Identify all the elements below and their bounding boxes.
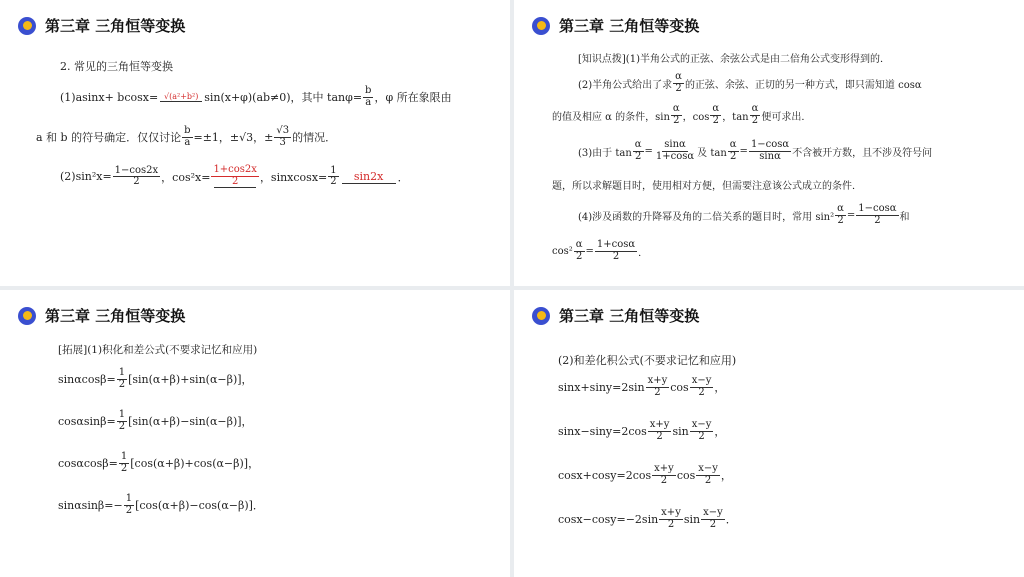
text: sin: [672, 424, 689, 438]
numerator: 1−cos2x: [114, 164, 159, 176]
answer-blank: √(a²+b²): [160, 92, 202, 102]
numerator: 1−cosα: [750, 139, 790, 150]
p2-line-2: [578, 72, 922, 94]
fraction: [696, 464, 720, 486]
numerator: x+y: [647, 375, 668, 386]
text: cos: [676, 468, 696, 482]
numerator: 1: [125, 493, 133, 504]
text: ，sinxcosx=: [259, 170, 328, 184]
text: (2)半角公式给出了求: [578, 79, 673, 91]
denominator: 2: [575, 250, 583, 262]
text: ．: [397, 170, 409, 184]
numerator: x−y: [691, 375, 712, 386]
text: a 和 b 的符号确定．仅仅讨论: [36, 131, 182, 144]
fraction: [673, 72, 684, 94]
fraction: [113, 166, 161, 188]
fraction: [728, 140, 739, 162]
denominator: a: [184, 136, 191, 148]
panel-top-right: [514, 0, 1024, 286]
numerator: 1+cos2x: [213, 164, 257, 175]
text: [sin(α+β)+sin(α−β)]，: [128, 373, 253, 386]
numerator: α: [675, 71, 682, 82]
denominator: 1+cosα: [655, 150, 695, 162]
denominator: 2: [837, 214, 844, 226]
bullet-circle-icon: [532, 307, 550, 325]
fraction: [633, 140, 644, 162]
p2-line-3: [552, 104, 811, 126]
text: sinαsinβ=−: [58, 498, 123, 512]
numerator: x−y: [691, 419, 712, 430]
numerator: α: [751, 103, 759, 114]
denominator: 2: [133, 176, 140, 187]
fraction: [648, 420, 672, 442]
denominator: 2: [667, 518, 675, 530]
panel-bottom-right: [514, 290, 1024, 577]
p3-heading: [拓展](1)积化和差公式(不要求记忆和应用): [58, 344, 258, 356]
denominator: 2: [729, 150, 737, 162]
fraction: [363, 86, 373, 108]
p3-formula-3: [58, 452, 259, 474]
fraction: [595, 240, 637, 262]
fraction: [701, 508, 725, 530]
numerator: x+y: [654, 463, 674, 474]
p4-formula-2: [558, 420, 725, 442]
denominator: 2: [120, 462, 128, 474]
text: =: [585, 245, 594, 257]
p2-line-1: [知识点拨](1)半角公式的正弦、余弦公式是由二倍角公式变形得到的．: [578, 54, 890, 65]
numerator: b: [184, 125, 191, 136]
fraction: [652, 464, 676, 486]
chapter-title: 第三章 三角恒等变换: [45, 17, 186, 35]
denominator: 2: [214, 177, 256, 189]
text: 的值及相应 α 的条件，sin: [552, 111, 670, 123]
fraction: [710, 104, 721, 126]
p1-formula-2: [36, 126, 336, 148]
denominator: 2: [330, 176, 337, 187]
text: sinx−siny=2cos: [558, 424, 647, 438]
text: =±1，±√3，±: [193, 131, 274, 144]
bullet-circle-icon: [532, 17, 550, 35]
fraction: [654, 140, 696, 162]
text: ，: [714, 381, 726, 394]
chapter-header: [18, 305, 185, 326]
answer-fraction: [211, 165, 259, 188]
numerator: α: [712, 103, 720, 114]
numerator: b: [365, 85, 372, 96]
numerator: α: [729, 139, 737, 150]
numerator: 1: [120, 451, 128, 462]
denominator: 2: [675, 82, 682, 94]
p4-formula-3: [558, 464, 732, 486]
text: cosαcosβ=: [58, 456, 118, 470]
panel-bottom-left: [0, 290, 510, 577]
text: ，cos: [682, 111, 710, 123]
p2-line-6: [578, 204, 910, 226]
denominator: 2: [874, 214, 881, 226]
denominator: 2: [612, 250, 620, 262]
p3-formula-2: [58, 410, 253, 432]
fraction: [117, 368, 127, 390]
numerator: x−y: [698, 463, 718, 474]
numerator: 1: [118, 367, 126, 378]
chapter-title: 第三章 三角恒等变换: [559, 307, 700, 325]
fraction: [690, 420, 714, 442]
denominator: 2: [709, 518, 717, 530]
p3-formula-1: [58, 368, 253, 390]
fraction: [117, 410, 127, 432]
denominator: 2: [654, 386, 661, 398]
text: 的正弦、余弦、正切的另一种方式，即只需知道 cosα: [684, 79, 922, 91]
text: sin(x+φ)(ab≠0)，其中 tanφ=: [204, 91, 363, 104]
text: ，: [720, 469, 732, 482]
fraction: [119, 452, 129, 474]
denominator: a: [365, 96, 372, 108]
denominator: 3: [279, 136, 286, 148]
text: ，tan: [722, 111, 749, 123]
denominator: 2: [704, 474, 712, 486]
numerator: x+y: [649, 419, 670, 430]
chapter-header: [532, 305, 699, 326]
text: cosαsinβ=: [58, 414, 116, 428]
numerator: 1: [118, 409, 126, 420]
denominator: 2: [656, 430, 663, 442]
text: (1)asinx+ bcosx=: [60, 90, 159, 104]
numerator: α: [634, 139, 642, 150]
text: [cos(α+β)−cos(α−β)]．: [135, 499, 264, 512]
denominator: sinα: [759, 150, 781, 162]
text: =: [644, 145, 653, 157]
numerator: 1+cosα: [596, 239, 636, 250]
numerator: 1−cosα: [858, 203, 897, 214]
numerator: α: [575, 239, 583, 250]
numerator: √3: [276, 125, 290, 136]
p4-formula-4: [558, 508, 737, 530]
text: (3)由于 tan: [578, 147, 632, 159]
denominator: 2: [673, 114, 680, 126]
text: 和: [899, 211, 910, 223]
p2-line-4: [578, 140, 932, 162]
text: sinx+siny=2sin: [558, 380, 645, 394]
text: sin: [683, 512, 701, 526]
numerator: x+y: [661, 507, 681, 518]
text: =: [739, 145, 748, 157]
denominator: 2: [698, 386, 705, 398]
denominator: 2: [634, 150, 642, 162]
p2-line-7: [552, 240, 648, 262]
text: ．: [725, 513, 737, 526]
fraction: [750, 104, 761, 126]
text: [sin(α+β)−sin(α−β)]，: [128, 415, 253, 428]
numerator: sinα: [664, 139, 686, 150]
text: cosx+cosy=2cos: [558, 468, 652, 482]
denominator: 2: [698, 430, 705, 442]
panel-top-left: [0, 0, 510, 286]
fraction: [749, 140, 791, 162]
text: (4)涉及函数的升降幂及角的二倍关系的题目时，常用 sin²: [578, 211, 835, 223]
text: 的情况．: [292, 131, 337, 144]
text: 便可求出．: [761, 111, 812, 123]
text: sinαcosβ=: [58, 372, 116, 386]
fraction: [671, 104, 682, 126]
numerator: 1: [330, 164, 337, 176]
answer-blank: sin2x: [342, 170, 396, 184]
text: ，: [714, 425, 726, 438]
chapter-title: 第三章 三角恒等变换: [45, 307, 186, 325]
text: cosx−cosy=−2sin: [558, 512, 659, 526]
p1-heading: 2. 常见的三角恒等变换: [60, 60, 173, 73]
p1-formula-1: [60, 86, 452, 108]
p4-heading: (2)和差化积公式(不要求记忆和应用): [558, 354, 737, 367]
p3-formula-4: [58, 494, 264, 516]
bullet-circle-icon: [18, 17, 36, 35]
text: (2)sin²x=: [60, 170, 112, 183]
text: 不含被开方数，且不涉及符号问: [792, 147, 933, 159]
numerator: α: [672, 103, 680, 114]
denominator: 2: [751, 114, 759, 126]
fraction: [835, 204, 846, 226]
fraction: [659, 508, 683, 530]
text: ．: [638, 247, 649, 259]
chapter-header: [532, 15, 699, 36]
fraction: [690, 376, 714, 398]
fraction: [856, 204, 898, 226]
fraction: [574, 240, 585, 262]
p4-formula-1: [558, 376, 725, 398]
chapter-title: 第三章 三角恒等变换: [559, 17, 700, 35]
denominator: 2: [125, 504, 133, 516]
p2-line-5: 题，所以求解题目时，使用相对方便，但需要注意该公式成立的条件．: [552, 181, 862, 192]
text: cos²: [552, 245, 573, 257]
denominator: 2: [660, 474, 668, 486]
denominator: 2: [712, 114, 719, 126]
numerator: α: [837, 203, 844, 214]
bullet-circle-icon: [18, 307, 36, 325]
fraction: [328, 166, 338, 188]
text: 及 tan: [697, 147, 727, 159]
denominator: 2: [118, 420, 126, 432]
fraction: [182, 126, 192, 148]
fraction: [274, 126, 291, 148]
text: [cos(α+β)+cos(α−β)]，: [130, 457, 260, 470]
text: cos: [670, 380, 689, 394]
chapter-header: [18, 15, 185, 36]
text: =: [846, 209, 856, 221]
fraction: [124, 494, 134, 516]
p1-formula-3: [60, 165, 409, 188]
text: ，φ 所在象限由: [374, 91, 452, 104]
text: ，cos²x=: [161, 170, 211, 184]
numerator: x−y: [703, 507, 723, 518]
fraction: [646, 376, 670, 398]
denominator: 2: [118, 378, 126, 390]
